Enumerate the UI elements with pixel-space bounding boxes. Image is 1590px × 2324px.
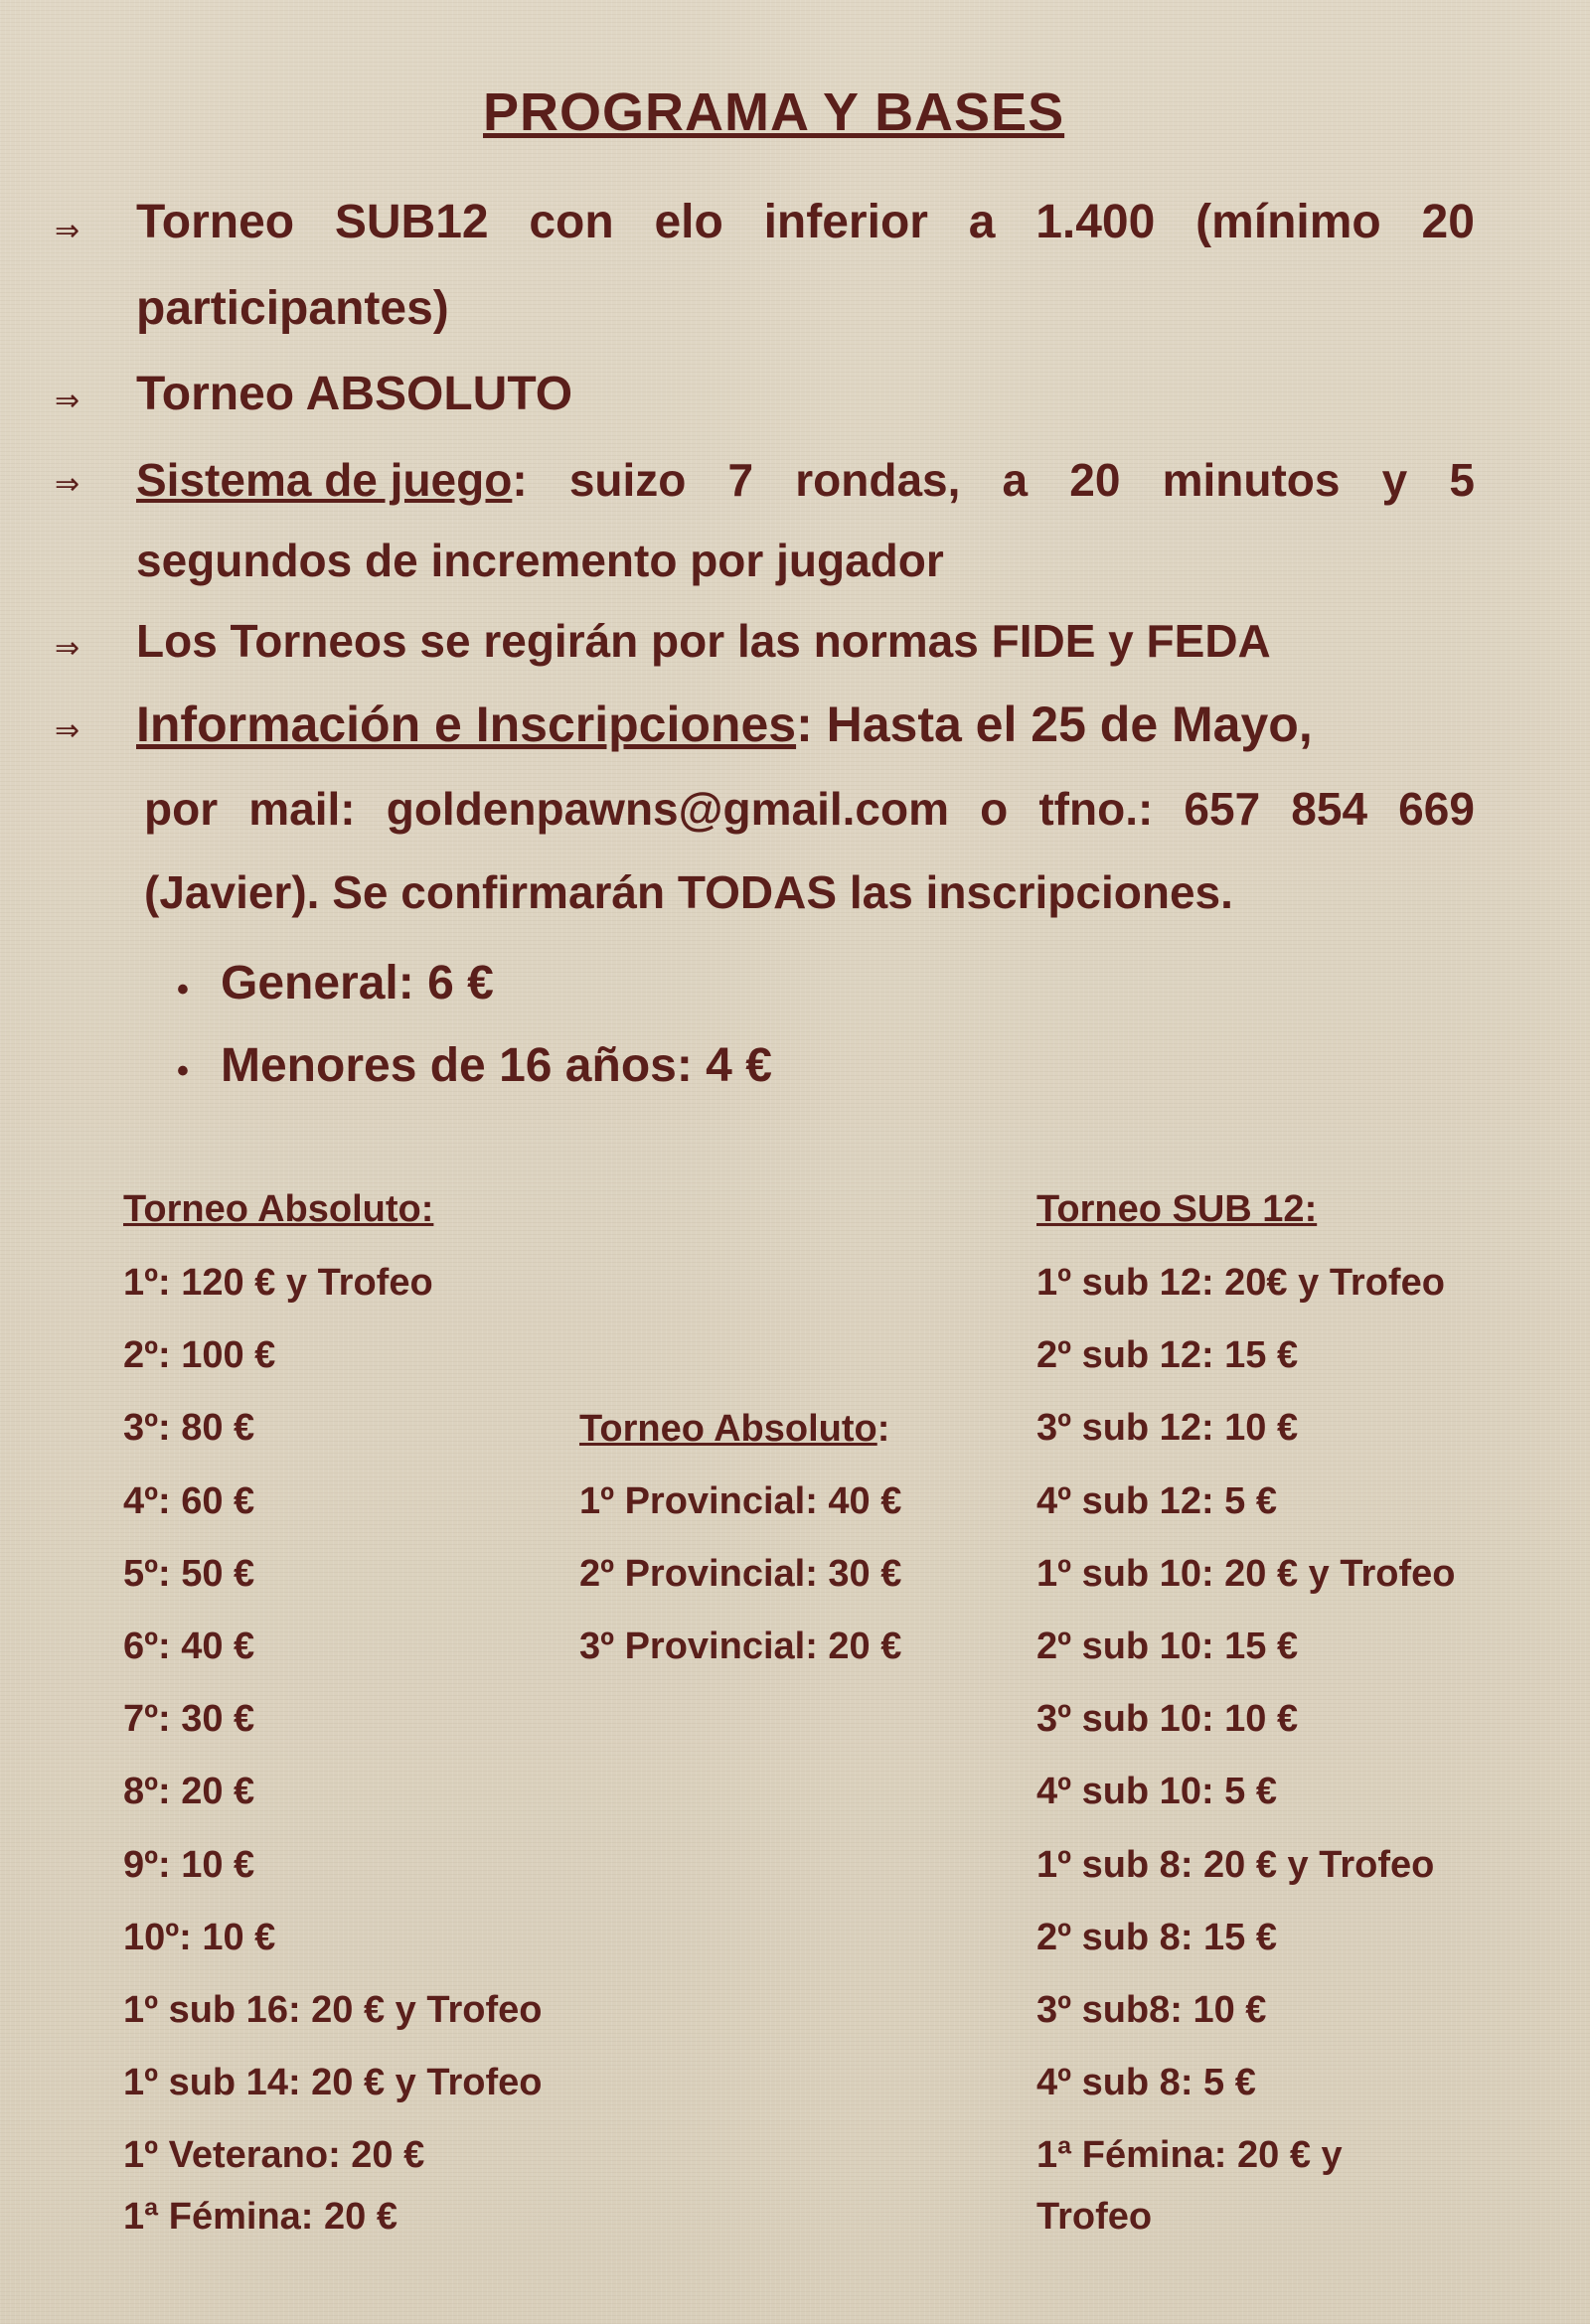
prize-row: 2º sub 10: 15 €: [1036, 1626, 1299, 1667]
email-link[interactable]: goldenpawns@gmail.com: [386, 783, 949, 835]
prize-row: 4º sub 8: 5 €: [1036, 2062, 1256, 2103]
prize-row: 1º sub 10: 20 € y Trofeo: [1036, 1553, 1456, 1595]
prize-row: 7º: 30 €: [123, 1698, 255, 1740]
prize-row: 3º sub 10: 10 €: [1036, 1698, 1299, 1740]
sistema-line-2: segundos de incremento por jugador: [136, 535, 944, 586]
prize-row: 4º: 60 €: [123, 1480, 255, 1522]
prize-row: 1º sub 16: 20 € y Trofeo: [123, 1989, 543, 2031]
prize-row: 3º sub8: 10 €: [1036, 1989, 1267, 2031]
prize-row: 1º sub 14: 20 € y Trofeo: [123, 2062, 543, 2103]
fee-general: General: 6 €: [221, 957, 494, 1009]
fee-menores: Menores de 16 años: 4 €: [221, 1039, 772, 1092]
prize-row: 9º: 10 €: [123, 1844, 255, 1886]
prize-row: 1º: 120 € y Trofeo: [123, 1262, 433, 1304]
prize-row: 2º: 100 €: [123, 1334, 276, 1376]
prize-row: Trofeo: [1036, 2196, 1153, 2238]
arrow-icon: ⇒: [55, 215, 80, 247]
prize-row: 5º: 50 €: [123, 1553, 255, 1595]
prizes-absoluto-heading: Torneo Absoluto:: [123, 1188, 434, 1230]
absoluto-line: Torneo ABSOLUTO: [136, 368, 573, 420]
prize-row: 1º sub 12: 20€ y Trofeo: [1036, 1262, 1445, 1304]
prize-row: 2º sub 12: 15 €: [1036, 1334, 1299, 1376]
sub12-line-2: participantes): [136, 282, 449, 335]
prize-row: 3º: 80 €: [123, 1407, 255, 1449]
prizes-provincial-heading: Torneo Absoluto:: [579, 1408, 890, 1450]
sistema-label: Sistema de juego: [136, 454, 513, 506]
prize-row: 1º Provincial: 40 €: [579, 1480, 902, 1522]
prize-row: 6º: 40 €: [123, 1626, 255, 1667]
info-label: Información e Inscripciones: [136, 697, 797, 752]
prize-row: 8º: 20 €: [123, 1771, 255, 1812]
page-title: PROGRAMA Y BASES: [483, 82, 1065, 142]
arrow-icon: ⇒: [55, 385, 80, 417]
arrow-icon: ⇒: [55, 468, 80, 501]
prize-row: 4º sub 12: 5 €: [1036, 1480, 1277, 1522]
arrow-icon: ⇒: [55, 714, 80, 747]
phone-number: 657: [1184, 783, 1261, 835]
prize-row: 4º sub 10: 5 €: [1036, 1771, 1277, 1812]
confirm-line: (Javier). Se confirmarán TODAS las inscripciones.: [144, 866, 1233, 918]
info-line: Información e Inscripciones: Hasta el 25 de Mayo,: [136, 697, 1313, 752]
prize-row: 2º sub 8: 15 €: [1036, 1917, 1277, 1958]
prize-row: 1ª Fémina: 20 € y: [1036, 2134, 1343, 2176]
prize-row: 1º sub 8: 20 € y Trofeo: [1036, 1844, 1435, 1886]
arrow-icon: ⇒: [55, 632, 80, 665]
normas-line: Los Torneos se regirán por las normas FIDE y FEDA: [136, 615, 1271, 667]
prizes-sub12-heading: Torneo SUB 12:: [1036, 1188, 1318, 1230]
sistema-line-1: Sistema de juego: suizo 7 rondas, a 20 minutos y 5: [136, 454, 1475, 506]
sub12-line-1: Torneo SUB12 con elo inferior a 1.400 (mínimo 20: [136, 196, 1475, 248]
bullet-icon: •: [177, 1052, 189, 1090]
bullet-icon: •: [177, 971, 189, 1008]
prize-row: 2º Provincial: 30 €: [579, 1553, 902, 1595]
prize-row: 3º sub 12: 10 €: [1036, 1407, 1299, 1449]
prize-row: 3º Provincial: 20 €: [579, 1626, 902, 1667]
prize-row: 1ª Fémina: 20 €: [123, 2196, 398, 2238]
prize-row: 1º Veterano: 20 €: [123, 2134, 425, 2176]
prize-row: 10º: 10 €: [123, 1917, 276, 1958]
mail-line: por mail: goldenpawns@gmail.com o tfno.: 657 854 669: [144, 783, 1475, 835]
